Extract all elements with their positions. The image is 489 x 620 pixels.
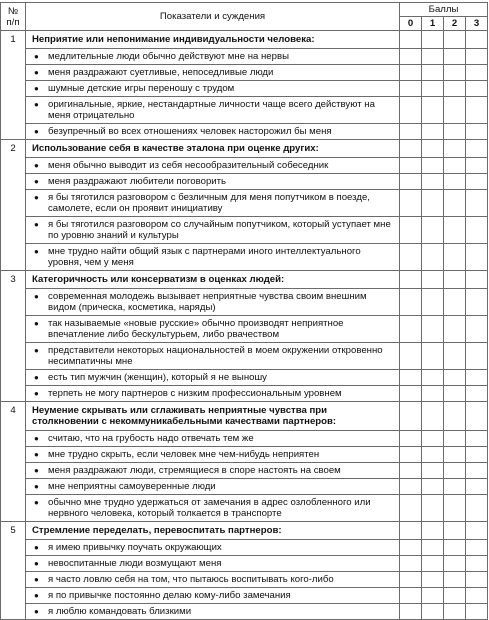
bullet-icon: ● <box>34 292 39 301</box>
bullet-icon: ● <box>34 559 39 568</box>
score-cell[interactable] <box>422 479 444 495</box>
statement-row <box>1 190 488 217</box>
bullet-icon: ● <box>34 389 39 398</box>
section-number: 4 <box>1 402 26 522</box>
statement-cell <box>26 370 400 386</box>
bullet-icon: ● <box>34 482 39 491</box>
score-cell[interactable] <box>400 65 422 81</box>
column-header-scores: Баллы <box>400 3 488 17</box>
statement-cell <box>26 244 400 271</box>
column-header-indicators: Показатели и суждения <box>26 3 400 31</box>
score-cell[interactable] <box>444 495 466 522</box>
score-cell[interactable] <box>400 463 422 479</box>
section-number: 5 <box>1 522 26 620</box>
score-cell[interactable] <box>444 271 466 289</box>
statement-row <box>1 174 488 190</box>
score-cell[interactable] <box>422 158 444 174</box>
statement-cell <box>26 479 400 495</box>
score-cell[interactable] <box>466 402 488 431</box>
score-cell[interactable] <box>422 140 444 158</box>
score-cell[interactable] <box>466 431 488 447</box>
statement-text: меня обычно выводит из себя несообразительный собеседник <box>48 160 329 171</box>
statement-row <box>1 495 488 522</box>
bullet-icon: ● <box>34 68 39 77</box>
statement-text: представители некоторых национальностей в моем окружении откровенно несимпатичны мне <box>48 345 383 367</box>
score-cell[interactable] <box>444 174 466 190</box>
statement-row <box>1 431 488 447</box>
statement-text: я люблю командовать близкими <box>48 606 192 617</box>
score-cell[interactable] <box>400 495 422 522</box>
statement-row <box>1 572 488 588</box>
score-cell[interactable] <box>400 190 422 217</box>
score-cell[interactable] <box>422 217 444 244</box>
score-cell[interactable] <box>422 447 444 463</box>
bullet-icon: ● <box>34 52 39 61</box>
statement-row <box>1 289 488 316</box>
score-cell[interactable] <box>400 386 422 402</box>
section-title: Неумение скрывать или сглаживать неприятные чувства при столкновении с некоммуникабельными качествами партнеров: <box>26 402 400 431</box>
score-cell[interactable] <box>422 124 444 140</box>
score-cell[interactable] <box>466 81 488 97</box>
score-cell[interactable] <box>466 495 488 522</box>
statement-row <box>1 65 488 81</box>
score-cell[interactable] <box>466 271 488 289</box>
score-cell[interactable] <box>466 540 488 556</box>
bullet-icon: ● <box>34 319 39 328</box>
score-cell[interactable] <box>400 370 422 386</box>
score-cell[interactable] <box>466 343 488 370</box>
score-cell[interactable] <box>444 522 466 540</box>
bullet-icon: ● <box>34 247 39 256</box>
score-cell[interactable] <box>444 31 466 49</box>
score-cell[interactable] <box>422 370 444 386</box>
score-cell[interactable] <box>466 158 488 174</box>
score-cell[interactable] <box>422 402 444 431</box>
statement-text: меня раздражают суетливые, непоседливые люди <box>48 67 274 78</box>
score-cell[interactable] <box>400 289 422 316</box>
score-cell[interactable] <box>444 431 466 447</box>
section-title-row <box>1 31 488 49</box>
score-cell[interactable] <box>444 65 466 81</box>
score-cell[interactable] <box>444 244 466 271</box>
score-cell[interactable] <box>444 217 466 244</box>
score-cell[interactable] <box>444 402 466 431</box>
bullet-icon: ● <box>34 466 39 475</box>
score-cell[interactable] <box>400 49 422 65</box>
score-column-0: 0 <box>400 17 422 31</box>
score-cell[interactable] <box>422 522 444 540</box>
statement-row <box>1 479 488 495</box>
score-cell[interactable] <box>444 97 466 124</box>
score-cell[interactable] <box>422 588 444 604</box>
statement-cell <box>26 158 400 174</box>
statement-cell <box>26 572 400 588</box>
score-cell[interactable] <box>466 386 488 402</box>
bullet-icon: ● <box>34 127 39 136</box>
statement-row <box>1 370 488 386</box>
statement-text: меня раздражают любители поговорить <box>48 176 227 187</box>
score-cell[interactable] <box>444 81 466 97</box>
score-cell[interactable] <box>422 495 444 522</box>
score-cell[interactable] <box>466 572 488 588</box>
statement-row <box>1 124 488 140</box>
score-cell[interactable] <box>466 289 488 316</box>
statement-text: так называемые «новые русские» обычно производят неприятное впечатление либо бескультурьем, либо рвачеством <box>48 318 344 340</box>
statement-text: оригинальные, яркие, нестандартные личности чаще всего действуют на меня отрицательно <box>48 99 375 121</box>
section-title-row <box>1 522 488 540</box>
statement-cell <box>26 604 400 620</box>
statement-row <box>1 386 488 402</box>
score-cell[interactable] <box>400 572 422 588</box>
score-cell[interactable] <box>422 49 444 65</box>
score-cell[interactable] <box>444 316 466 343</box>
column-header-number: № п/п <box>1 3 26 31</box>
statement-row <box>1 540 488 556</box>
score-cell[interactable] <box>422 556 444 572</box>
score-cell[interactable] <box>422 244 444 271</box>
statement-row <box>1 463 488 479</box>
bullet-icon: ● <box>34 591 39 600</box>
bullet-icon: ● <box>34 100 39 109</box>
bullet-icon: ● <box>34 161 39 170</box>
score-cell[interactable] <box>444 158 466 174</box>
statement-row <box>1 343 488 370</box>
score-cell[interactable] <box>400 140 422 158</box>
section-number: 2 <box>1 140 26 271</box>
score-cell[interactable] <box>444 289 466 316</box>
score-cell[interactable] <box>466 244 488 271</box>
score-cell[interactable] <box>444 386 466 402</box>
score-cell[interactable] <box>444 124 466 140</box>
score-cell[interactable] <box>422 81 444 97</box>
score-cell[interactable] <box>422 97 444 124</box>
statement-text: терпеть не могу партнеров с низким профессиональным уровнем <box>48 388 342 399</box>
score-cell[interactable] <box>400 540 422 556</box>
score-cell[interactable] <box>466 479 488 495</box>
statement-row <box>1 447 488 463</box>
statement-cell <box>26 190 400 217</box>
score-cell[interactable] <box>400 343 422 370</box>
score-cell[interactable] <box>466 447 488 463</box>
statement-cell <box>26 588 400 604</box>
bullet-icon: ● <box>34 84 39 93</box>
score-cell[interactable] <box>400 316 422 343</box>
bullet-icon: ● <box>34 177 39 186</box>
score-cell[interactable] <box>444 556 466 572</box>
statement-cell <box>26 81 400 97</box>
score-cell[interactable] <box>466 124 488 140</box>
score-cell[interactable] <box>400 158 422 174</box>
statement-text: медлительные люди обычно действуют мне на нервы <box>48 51 289 62</box>
statement-text: мне неприятны самоуверенные люди <box>48 481 216 492</box>
section-title: Неприятие или непонимание индивидуальности человека: <box>26 31 400 49</box>
score-cell[interactable] <box>466 604 488 620</box>
score-cell[interactable] <box>400 522 422 540</box>
statement-cell <box>26 540 400 556</box>
statement-cell <box>26 124 400 140</box>
score-cell[interactable] <box>444 572 466 588</box>
statement-cell <box>26 174 400 190</box>
statement-cell <box>26 316 400 343</box>
section-title: Стремление переделать, перевоспитать партнеров: <box>26 522 400 540</box>
score-cell[interactable] <box>400 97 422 124</box>
score-cell[interactable] <box>466 316 488 343</box>
statement-row <box>1 588 488 604</box>
score-cell[interactable] <box>422 316 444 343</box>
bullet-icon: ● <box>34 220 39 229</box>
score-column-1: 1 <box>422 17 444 31</box>
bullet-icon: ● <box>34 346 39 355</box>
statement-cell <box>26 447 400 463</box>
score-cell[interactable] <box>400 588 422 604</box>
section-number: 3 <box>1 271 26 402</box>
section-number: 1 <box>1 31 26 140</box>
score-cell[interactable] <box>444 604 466 620</box>
statement-row <box>1 316 488 343</box>
score-cell[interactable] <box>422 289 444 316</box>
score-cell[interactable] <box>444 479 466 495</box>
score-cell[interactable] <box>444 140 466 158</box>
section-title: Использование себя в качестве эталона при оценке других: <box>26 140 400 158</box>
statement-cell <box>26 49 400 65</box>
score-cell[interactable] <box>422 343 444 370</box>
statement-text: я имею привычку поучать окружающих <box>48 542 222 553</box>
score-cell[interactable] <box>422 431 444 447</box>
statement-row <box>1 158 488 174</box>
bullet-icon: ● <box>34 434 39 443</box>
statement-cell <box>26 431 400 447</box>
statement-text: я часто ловлю себя на том, что пытаюсь воспитывать кого-либо <box>48 574 334 585</box>
statement-cell <box>26 343 400 370</box>
score-cell[interactable] <box>466 588 488 604</box>
score-cell[interactable] <box>422 174 444 190</box>
statement-text: я по привычке постоянно делаю кому-либо замечания <box>48 590 291 601</box>
score-cell[interactable] <box>400 244 422 271</box>
statement-text: мне трудно найти общий язык с партнерами иного интеллектуального уровня, чем у меня <box>48 246 361 268</box>
score-cell[interactable] <box>400 479 422 495</box>
statement-cell <box>26 97 400 124</box>
bullet-icon: ● <box>34 543 39 552</box>
score-cell[interactable] <box>466 522 488 540</box>
bullet-icon: ● <box>34 373 39 382</box>
questionnaire-body <box>1 31 488 620</box>
score-cell[interactable] <box>466 97 488 124</box>
statement-row <box>1 49 488 65</box>
bullet-icon: ● <box>34 498 39 507</box>
score-cell[interactable] <box>444 190 466 217</box>
score-cell[interactable] <box>400 431 422 447</box>
score-cell[interactable] <box>400 124 422 140</box>
score-cell[interactable] <box>466 190 488 217</box>
score-cell[interactable] <box>422 572 444 588</box>
score-cell[interactable] <box>466 463 488 479</box>
statement-text: есть тип мужчин (женщин), который я не выношу <box>48 372 267 383</box>
score-cell[interactable] <box>400 556 422 572</box>
score-cell[interactable] <box>466 65 488 81</box>
questionnaire-table <box>0 2 488 620</box>
statement-text: обычно мне трудно удержаться от замечания в адрес озлобленного или нервного человека, который толкается в транспорте <box>48 497 371 519</box>
score-column-3: 3 <box>466 17 488 31</box>
score-column-2: 2 <box>444 17 466 31</box>
score-cell[interactable] <box>400 81 422 97</box>
score-cell[interactable] <box>444 370 466 386</box>
score-cell[interactable] <box>444 447 466 463</box>
score-cell[interactable] <box>444 540 466 556</box>
statement-text: я бы тяготился разговором с безличным для меня попутчиком в поезде, самолете, если он проявит инициативу <box>48 192 370 214</box>
bullet-icon: ● <box>34 607 39 616</box>
score-cell[interactable] <box>422 463 444 479</box>
score-cell[interactable] <box>422 386 444 402</box>
statement-cell <box>26 463 400 479</box>
bullet-icon: ● <box>34 450 39 459</box>
score-cell[interactable] <box>400 447 422 463</box>
statement-cell <box>26 556 400 572</box>
score-cell[interactable] <box>444 463 466 479</box>
score-cell[interactable] <box>422 540 444 556</box>
score-cell[interactable] <box>400 174 422 190</box>
score-cell[interactable] <box>400 31 422 49</box>
bullet-icon: ● <box>34 575 39 584</box>
score-cell[interactable] <box>466 174 488 190</box>
score-cell[interactable] <box>400 217 422 244</box>
statement-row <box>1 97 488 124</box>
score-cell[interactable] <box>422 271 444 289</box>
score-cell[interactable] <box>400 271 422 289</box>
section-title-row <box>1 271 488 289</box>
statement-text: невоспитанные люди возмущают меня <box>48 558 222 569</box>
statement-text: считаю, что на грубость надо отвечать тем же <box>48 433 254 444</box>
score-cell[interactable] <box>444 343 466 370</box>
statement-row <box>1 217 488 244</box>
score-cell[interactable] <box>444 49 466 65</box>
score-cell[interactable] <box>444 588 466 604</box>
statement-cell <box>26 289 400 316</box>
score-cell[interactable] <box>466 49 488 65</box>
score-cell[interactable] <box>466 140 488 158</box>
score-cell[interactable] <box>422 65 444 81</box>
score-cell[interactable] <box>422 31 444 49</box>
statement-row <box>1 244 488 271</box>
section-title-row <box>1 402 488 431</box>
statement-row <box>1 81 488 97</box>
score-cell[interactable] <box>466 217 488 244</box>
statement-cell <box>26 65 400 81</box>
score-cell[interactable] <box>422 190 444 217</box>
statement-text: безупречный во всех отношениях человек насторожил бы меня <box>48 126 332 137</box>
statement-cell <box>26 495 400 522</box>
statement-text: мне трудно скрыть, если человек мне чем-нибудь неприятен <box>48 449 320 460</box>
bullet-icon: ● <box>34 193 39 202</box>
statement-row <box>1 604 488 620</box>
score-cell[interactable] <box>400 402 422 431</box>
statement-text: шумные детские игры переношу с трудом <box>48 83 235 94</box>
section-title-row <box>1 140 488 158</box>
statement-cell <box>26 386 400 402</box>
statement-text: меня раздражают люди, стремящиеся в споре настоять на своем <box>48 465 341 476</box>
statement-text: я бы тяготился разговором со случайным попутчиком, который уступает мне по уровню знаний и культуры <box>48 219 391 241</box>
score-cell[interactable] <box>466 556 488 572</box>
score-cell[interactable] <box>466 31 488 49</box>
score-cell[interactable] <box>466 370 488 386</box>
statement-row <box>1 556 488 572</box>
statement-text: современная молодежь вызывает неприятные чувства своим внешним видом (прическа, косметика, наряды) <box>48 291 367 313</box>
section-title: Категоричность или консерватизм в оценках людей: <box>26 271 400 289</box>
score-cell[interactable] <box>400 604 422 620</box>
score-cell[interactable] <box>422 604 444 620</box>
statement-cell <box>26 217 400 244</box>
